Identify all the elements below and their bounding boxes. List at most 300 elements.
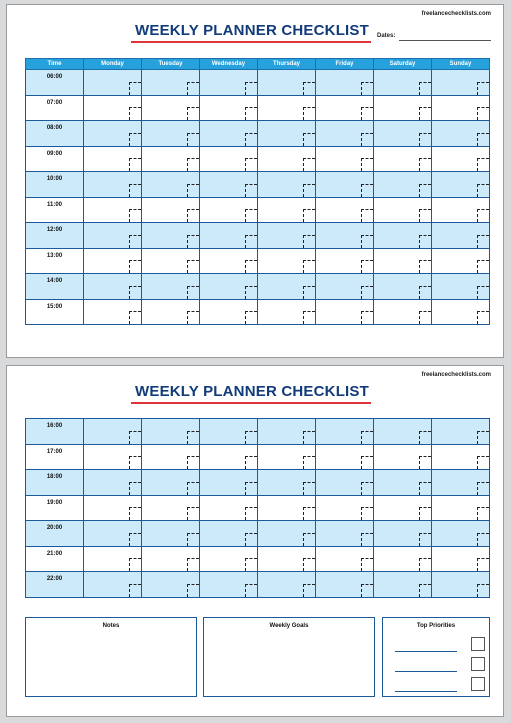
- slot-checkbox[interactable]: [245, 507, 257, 520]
- slot-checkbox[interactable]: [187, 82, 199, 95]
- slot-checkbox[interactable]: [419, 209, 431, 222]
- day-slot-monday[interactable]: [84, 121, 142, 147]
- day-slot-tuesday[interactable]: [142, 274, 200, 300]
- time-row: [26, 419, 490, 445]
- time-row: [26, 146, 490, 172]
- day-slot-wednesday[interactable]: [200, 95, 258, 121]
- slot-checkbox[interactable]: [477, 533, 489, 546]
- day-slot-wednesday[interactable]: [200, 470, 258, 496]
- slot-checkbox[interactable]: [187, 260, 199, 273]
- day-slot-wednesday[interactable]: [200, 172, 258, 198]
- slot-checkbox[interactable]: [419, 158, 431, 171]
- day-slot-monday[interactable]: [84, 419, 142, 445]
- slot-checkbox[interactable]: [419, 431, 431, 444]
- day-slot-tuesday[interactable]: [142, 521, 200, 547]
- slot-checkbox[interactable]: [419, 311, 431, 324]
- slot-checkbox[interactable]: [477, 82, 489, 95]
- day-slot-thursday[interactable]: [258, 223, 316, 249]
- day-slot-sunday[interactable]: [432, 70, 490, 96]
- slot-checkbox[interactable]: [477, 260, 489, 273]
- day-slot-saturday[interactable]: [374, 419, 432, 445]
- slot-checkbox[interactable]: [245, 158, 257, 171]
- slot-checkbox[interactable]: [303, 533, 315, 546]
- slot-checkbox[interactable]: [245, 431, 257, 444]
- time-label: 15:00: [46, 303, 63, 310]
- time-label: 22:00: [46, 576, 63, 582]
- day-slot-wednesday[interactable]: [200, 444, 258, 470]
- day-slot-sunday[interactable]: [432, 419, 490, 445]
- day-slot-sunday[interactable]: [432, 470, 490, 496]
- slot-checkbox[interactable]: [245, 456, 257, 469]
- slot-checkbox[interactable]: [303, 209, 315, 222]
- day-slot-friday[interactable]: [316, 121, 374, 147]
- priority-line[interactable]: [395, 691, 457, 692]
- slot-checkbox[interactable]: [361, 311, 373, 324]
- slot-checkbox[interactable]: [419, 456, 431, 469]
- day-slot-sunday[interactable]: [432, 197, 490, 223]
- day-slot-thursday[interactable]: [258, 146, 316, 172]
- day-slot-wednesday[interactable]: [200, 419, 258, 445]
- time-cell: [26, 95, 84, 121]
- day-slot-sunday[interactable]: [432, 572, 490, 598]
- time-label: 21:00: [46, 550, 63, 557]
- time-cell: [26, 495, 84, 521]
- slot-checkbox[interactable]: [187, 209, 199, 222]
- day-slot-sunday[interactable]: [432, 274, 490, 300]
- day-slot-wednesday[interactable]: [200, 521, 258, 547]
- day-slot-monday[interactable]: [84, 495, 142, 521]
- slot-checkbox[interactable]: [129, 133, 141, 146]
- slot-checkbox[interactable]: [303, 311, 315, 324]
- slot-checkbox[interactable]: [361, 184, 373, 197]
- title-underline: [131, 41, 371, 43]
- day-slot-thursday[interactable]: [258, 521, 316, 547]
- slot-checkbox[interactable]: [303, 482, 315, 495]
- time-cell: [26, 546, 84, 572]
- day-slot-thursday[interactable]: [258, 470, 316, 496]
- day-slot-monday[interactable]: [84, 274, 142, 300]
- day-slot-saturday[interactable]: [374, 248, 432, 274]
- dates-line: [399, 40, 491, 41]
- slot-checkbox[interactable]: [477, 235, 489, 248]
- time-label: 12:00: [46, 227, 63, 233]
- day-slot-tuesday[interactable]: [142, 572, 200, 598]
- slot-checkbox[interactable]: [245, 482, 257, 495]
- day-slot-sunday[interactable]: [432, 444, 490, 470]
- slot-checkbox[interactable]: [187, 456, 199, 469]
- slot-checkbox[interactable]: [187, 107, 199, 120]
- day-slot-monday[interactable]: [84, 223, 142, 249]
- page-title: WEEKLY PLANNER CHECKLIST: [135, 22, 369, 39]
- time-label: 13:00: [46, 252, 63, 259]
- day-slot-wednesday[interactable]: [200, 197, 258, 223]
- time-label: 17:00: [46, 448, 63, 455]
- day-slot-thursday[interactable]: [258, 70, 316, 96]
- day-slot-friday[interactable]: [316, 444, 374, 470]
- slot-checkbox[interactable]: [187, 431, 199, 444]
- time-row: [26, 172, 490, 198]
- schedule-table: [25, 418, 490, 598]
- slot-checkbox[interactable]: [187, 482, 199, 495]
- slot-checkbox[interactable]: [245, 558, 257, 571]
- slot-checkbox[interactable]: [245, 260, 257, 273]
- slot-checkbox[interactable]: [303, 507, 315, 520]
- day-slot-wednesday[interactable]: [200, 146, 258, 172]
- day-slot-saturday[interactable]: [374, 223, 432, 249]
- slot-checkbox[interactable]: [303, 82, 315, 95]
- day-slot-thursday[interactable]: [258, 248, 316, 274]
- day-slot-wednesday[interactable]: [200, 223, 258, 249]
- day-slot-sunday[interactable]: [432, 223, 490, 249]
- time-cell: [26, 70, 84, 96]
- day-slot-thursday[interactable]: [258, 274, 316, 300]
- slot-checkbox[interactable]: [129, 286, 141, 299]
- day-slot-monday[interactable]: [84, 572, 142, 598]
- slot-checkbox[interactable]: [187, 158, 199, 171]
- day-slot-saturday[interactable]: [374, 70, 432, 96]
- slot-checkbox[interactable]: [419, 507, 431, 520]
- slot-checkbox[interactable]: [303, 456, 315, 469]
- day-slot-tuesday[interactable]: [142, 95, 200, 121]
- slot-checkbox[interactable]: [129, 158, 141, 171]
- slot-checkbox[interactable]: [361, 482, 373, 495]
- day-slot-sunday[interactable]: [432, 121, 490, 147]
- day-slot-monday[interactable]: [84, 70, 142, 96]
- day-slot-saturday[interactable]: [374, 444, 432, 470]
- day-slot-friday[interactable]: [316, 248, 374, 274]
- day-slot-monday[interactable]: [84, 172, 142, 198]
- slot-checkbox[interactable]: [187, 133, 199, 146]
- slot-checkbox[interactable]: [477, 311, 489, 324]
- slot-checkbox[interactable]: [419, 82, 431, 95]
- day-slot-friday[interactable]: [316, 419, 374, 445]
- slot-checkbox[interactable]: [129, 507, 141, 520]
- slot-checkbox[interactable]: [361, 507, 373, 520]
- planner-page-2: [6, 365, 504, 717]
- day-slot-wednesday[interactable]: [200, 495, 258, 521]
- time-cell: [26, 572, 84, 598]
- slot-checkbox[interactable]: [245, 235, 257, 248]
- time-cell: [26, 223, 84, 249]
- slot-checkbox[interactable]: [129, 456, 141, 469]
- day-slot-friday[interactable]: [316, 495, 374, 521]
- slot-checkbox[interactable]: [129, 482, 141, 495]
- day-slot-monday[interactable]: [84, 146, 142, 172]
- day-slot-saturday[interactable]: [374, 572, 432, 598]
- slot-checkbox[interactable]: [477, 209, 489, 222]
- day-slot-saturday[interactable]: [374, 172, 432, 198]
- slot-checkbox[interactable]: [129, 431, 141, 444]
- top-priorities-box: [382, 617, 490, 697]
- day-slot-saturday[interactable]: [374, 146, 432, 172]
- day-slot-wednesday[interactable]: [200, 121, 258, 147]
- day-slot-thursday[interactable]: [258, 197, 316, 223]
- slot-checkbox[interactable]: [477, 431, 489, 444]
- time-cell: [26, 419, 84, 445]
- slot-checkbox[interactable]: [245, 533, 257, 546]
- time-row: [26, 274, 490, 300]
- day-slot-friday[interactable]: [316, 146, 374, 172]
- slot-checkbox[interactable]: [361, 235, 373, 248]
- day-slot-saturday[interactable]: [374, 121, 432, 147]
- day-slot-tuesday[interactable]: [142, 146, 200, 172]
- slot-checkbox[interactable]: [361, 456, 373, 469]
- slot-checkbox[interactable]: [419, 558, 431, 571]
- slot-checkbox[interactable]: [187, 235, 199, 248]
- slot-checkbox[interactable]: [477, 507, 489, 520]
- slot-checkbox[interactable]: [187, 507, 199, 520]
- day-slot-tuesday[interactable]: [142, 419, 200, 445]
- slot-checkbox[interactable]: [129, 209, 141, 222]
- slot-checkbox[interactable]: [477, 584, 489, 597]
- slot-checkbox[interactable]: [419, 107, 431, 120]
- column-header-thursday: Thursday: [258, 59, 316, 70]
- slot-checkbox[interactable]: [303, 584, 315, 597]
- slot-checkbox[interactable]: [303, 260, 315, 273]
- day-slot-saturday[interactable]: [374, 274, 432, 300]
- slot-checkbox[interactable]: [419, 184, 431, 197]
- slot-checkbox[interactable]: [187, 311, 199, 324]
- slot-checkbox[interactable]: [129, 533, 141, 546]
- slot-checkbox[interactable]: [361, 584, 373, 597]
- column-header-sunday: Sunday: [432, 59, 490, 70]
- slot-checkbox[interactable]: [303, 107, 315, 120]
- notes-box[interactable]: [25, 617, 197, 697]
- day-slot-saturday[interactable]: [374, 95, 432, 121]
- slot-checkbox[interactable]: [187, 184, 199, 197]
- slot-checkbox[interactable]: [245, 82, 257, 95]
- day-slot-monday[interactable]: [84, 470, 142, 496]
- slot-checkbox[interactable]: [187, 584, 199, 597]
- day-slot-thursday[interactable]: [258, 299, 316, 325]
- priority-checkbox[interactable]: [471, 637, 485, 651]
- day-slot-friday[interactable]: [316, 70, 374, 96]
- day-slot-sunday[interactable]: [432, 172, 490, 198]
- day-slot-saturday[interactable]: [374, 546, 432, 572]
- time-label: 14:00: [46, 278, 63, 284]
- day-slot-friday[interactable]: [316, 572, 374, 598]
- slot-checkbox[interactable]: [245, 311, 257, 324]
- day-slot-thursday[interactable]: [258, 95, 316, 121]
- time-label: 10:00: [46, 176, 63, 182]
- day-slot-friday[interactable]: [316, 95, 374, 121]
- day-slot-saturday[interactable]: [374, 470, 432, 496]
- day-slot-tuesday[interactable]: [142, 172, 200, 198]
- day-slot-saturday[interactable]: [374, 495, 432, 521]
- time-label: 16:00: [46, 423, 63, 429]
- slot-checkbox[interactable]: [361, 107, 373, 120]
- slot-checkbox[interactable]: [477, 456, 489, 469]
- day-slot-wednesday[interactable]: [200, 572, 258, 598]
- time-cell: [26, 197, 84, 223]
- day-slot-thursday[interactable]: [258, 546, 316, 572]
- time-label: 09:00: [46, 150, 63, 157]
- slot-checkbox[interactable]: [419, 286, 431, 299]
- day-slot-friday[interactable]: [316, 521, 374, 547]
- time-cell: [26, 521, 84, 547]
- time-cell: [26, 172, 84, 198]
- slot-checkbox[interactable]: [303, 133, 315, 146]
- slot-checkbox[interactable]: [419, 235, 431, 248]
- time-row: [26, 572, 490, 598]
- day-slot-thursday[interactable]: [258, 121, 316, 147]
- slot-checkbox[interactable]: [245, 209, 257, 222]
- day-slot-tuesday[interactable]: [142, 444, 200, 470]
- column-header-tuesday: Tuesday: [142, 59, 200, 70]
- slot-checkbox[interactable]: [303, 235, 315, 248]
- time-cell: [26, 146, 84, 172]
- weekly-goals-box[interactable]: [203, 617, 375, 697]
- slot-checkbox[interactable]: [419, 533, 431, 546]
- slot-checkbox[interactable]: [245, 286, 257, 299]
- day-slot-monday[interactable]: [84, 521, 142, 547]
- day-slot-tuesday[interactable]: [142, 248, 200, 274]
- time-row: [26, 546, 490, 572]
- day-slot-tuesday[interactable]: [142, 70, 200, 96]
- day-slot-tuesday[interactable]: [142, 495, 200, 521]
- slot-checkbox[interactable]: [361, 209, 373, 222]
- slot-checkbox[interactable]: [129, 107, 141, 120]
- time-label: 11:00: [46, 201, 62, 208]
- slot-checkbox[interactable]: [129, 311, 141, 324]
- slot-checkbox[interactable]: [187, 558, 199, 571]
- slot-checkbox[interactable]: [129, 82, 141, 95]
- slot-checkbox[interactable]: [129, 584, 141, 597]
- slot-checkbox[interactable]: [187, 286, 199, 299]
- day-slot-tuesday[interactable]: [142, 121, 200, 147]
- slot-checkbox[interactable]: [477, 133, 489, 146]
- slot-checkbox[interactable]: [303, 286, 315, 299]
- day-slot-tuesday[interactable]: [142, 470, 200, 496]
- day-slot-monday[interactable]: [84, 546, 142, 572]
- day-slot-wednesday[interactable]: [200, 546, 258, 572]
- slot-checkbox[interactable]: [477, 558, 489, 571]
- slot-checkbox[interactable]: [303, 558, 315, 571]
- slot-checkbox[interactable]: [361, 431, 373, 444]
- slot-checkbox[interactable]: [129, 558, 141, 571]
- schedule-table: [25, 58, 490, 325]
- day-slot-monday[interactable]: [84, 197, 142, 223]
- day-slot-wednesday[interactable]: [200, 248, 258, 274]
- day-slot-friday[interactable]: [316, 223, 374, 249]
- time-label: 06:00: [46, 74, 63, 80]
- time-row: [26, 95, 490, 121]
- slot-checkbox[interactable]: [129, 235, 141, 248]
- day-slot-sunday[interactable]: [432, 146, 490, 172]
- title-underline: [131, 402, 371, 404]
- day-slot-thursday[interactable]: [258, 419, 316, 445]
- slot-checkbox[interactable]: [303, 431, 315, 444]
- day-slot-sunday[interactable]: [432, 95, 490, 121]
- priority-checkbox[interactable]: [471, 677, 485, 691]
- day-slot-monday[interactable]: [84, 95, 142, 121]
- site-url: freelancechecklists.com: [421, 11, 491, 17]
- day-slot-friday[interactable]: [316, 299, 374, 325]
- slot-checkbox[interactable]: [129, 184, 141, 197]
- slot-checkbox[interactable]: [477, 286, 489, 299]
- slot-checkbox[interactable]: [419, 260, 431, 273]
- slot-checkbox[interactable]: [477, 482, 489, 495]
- slot-checkbox[interactable]: [129, 260, 141, 273]
- priority-line[interactable]: [395, 671, 457, 672]
- slot-checkbox[interactable]: [361, 260, 373, 273]
- slot-checkbox[interactable]: [477, 158, 489, 171]
- slot-checkbox[interactable]: [361, 533, 373, 546]
- day-slot-monday[interactable]: [84, 248, 142, 274]
- column-header-friday: Friday: [316, 59, 374, 70]
- day-slot-friday[interactable]: [316, 197, 374, 223]
- day-slot-monday[interactable]: [84, 299, 142, 325]
- time-cell: [26, 121, 84, 147]
- time-cell: [26, 299, 84, 325]
- day-slot-saturday[interactable]: [374, 197, 432, 223]
- day-slot-tuesday[interactable]: [142, 223, 200, 249]
- day-slot-wednesday[interactable]: [200, 299, 258, 325]
- slot-checkbox[interactable]: [419, 133, 431, 146]
- day-slot-monday[interactable]: [84, 444, 142, 470]
- priority-line[interactable]: [395, 651, 457, 652]
- day-slot-friday[interactable]: [316, 274, 374, 300]
- slot-checkbox[interactable]: [419, 584, 431, 597]
- dates-label: Dates:: [377, 33, 396, 39]
- day-slot-sunday[interactable]: [432, 299, 490, 325]
- day-slot-friday[interactable]: [316, 470, 374, 496]
- slot-checkbox[interactable]: [361, 133, 373, 146]
- slot-checkbox[interactable]: [303, 158, 315, 171]
- day-slot-tuesday[interactable]: [142, 197, 200, 223]
- day-slot-thursday[interactable]: [258, 172, 316, 198]
- slot-checkbox[interactable]: [361, 558, 373, 571]
- day-slot-thursday[interactable]: [258, 572, 316, 598]
- slot-checkbox[interactable]: [245, 584, 257, 597]
- time-label: 18:00: [46, 474, 63, 480]
- day-slot-sunday[interactable]: [432, 248, 490, 274]
- day-slot-sunday[interactable]: [432, 521, 490, 547]
- day-slot-saturday[interactable]: [374, 521, 432, 547]
- time-label: 07:00: [46, 99, 63, 106]
- slot-checkbox[interactable]: [187, 533, 199, 546]
- time-cell: [26, 248, 84, 274]
- slot-checkbox[interactable]: [361, 158, 373, 171]
- time-cell: [26, 444, 84, 470]
- day-slot-thursday[interactable]: [258, 495, 316, 521]
- slot-checkbox[interactable]: [361, 286, 373, 299]
- priority-checkbox[interactable]: [471, 657, 485, 671]
- day-slot-tuesday[interactable]: [142, 546, 200, 572]
- slot-checkbox[interactable]: [245, 184, 257, 197]
- slot-checkbox[interactable]: [245, 107, 257, 120]
- day-slot-friday[interactable]: [316, 172, 374, 198]
- day-slot-friday[interactable]: [316, 546, 374, 572]
- slot-checkbox[interactable]: [419, 482, 431, 495]
- slot-checkbox[interactable]: [245, 133, 257, 146]
- day-slot-thursday[interactable]: [258, 444, 316, 470]
- slot-checkbox[interactable]: [303, 184, 315, 197]
- slot-checkbox[interactable]: [477, 107, 489, 120]
- day-slot-wednesday[interactable]: [200, 70, 258, 96]
- day-slot-sunday[interactable]: [432, 495, 490, 521]
- weekly-goals-title: Weekly Goals: [269, 623, 309, 629]
- time-row: [26, 223, 490, 249]
- slot-checkbox[interactable]: [477, 184, 489, 197]
- day-slot-tuesday[interactable]: [142, 299, 200, 325]
- slot-checkbox[interactable]: [361, 82, 373, 95]
- time-cell: [26, 470, 84, 496]
- day-slot-sunday[interactable]: [432, 546, 490, 572]
- day-slot-wednesday[interactable]: [200, 274, 258, 300]
- time-row: [26, 495, 490, 521]
- day-slot-saturday[interactable]: [374, 299, 432, 325]
